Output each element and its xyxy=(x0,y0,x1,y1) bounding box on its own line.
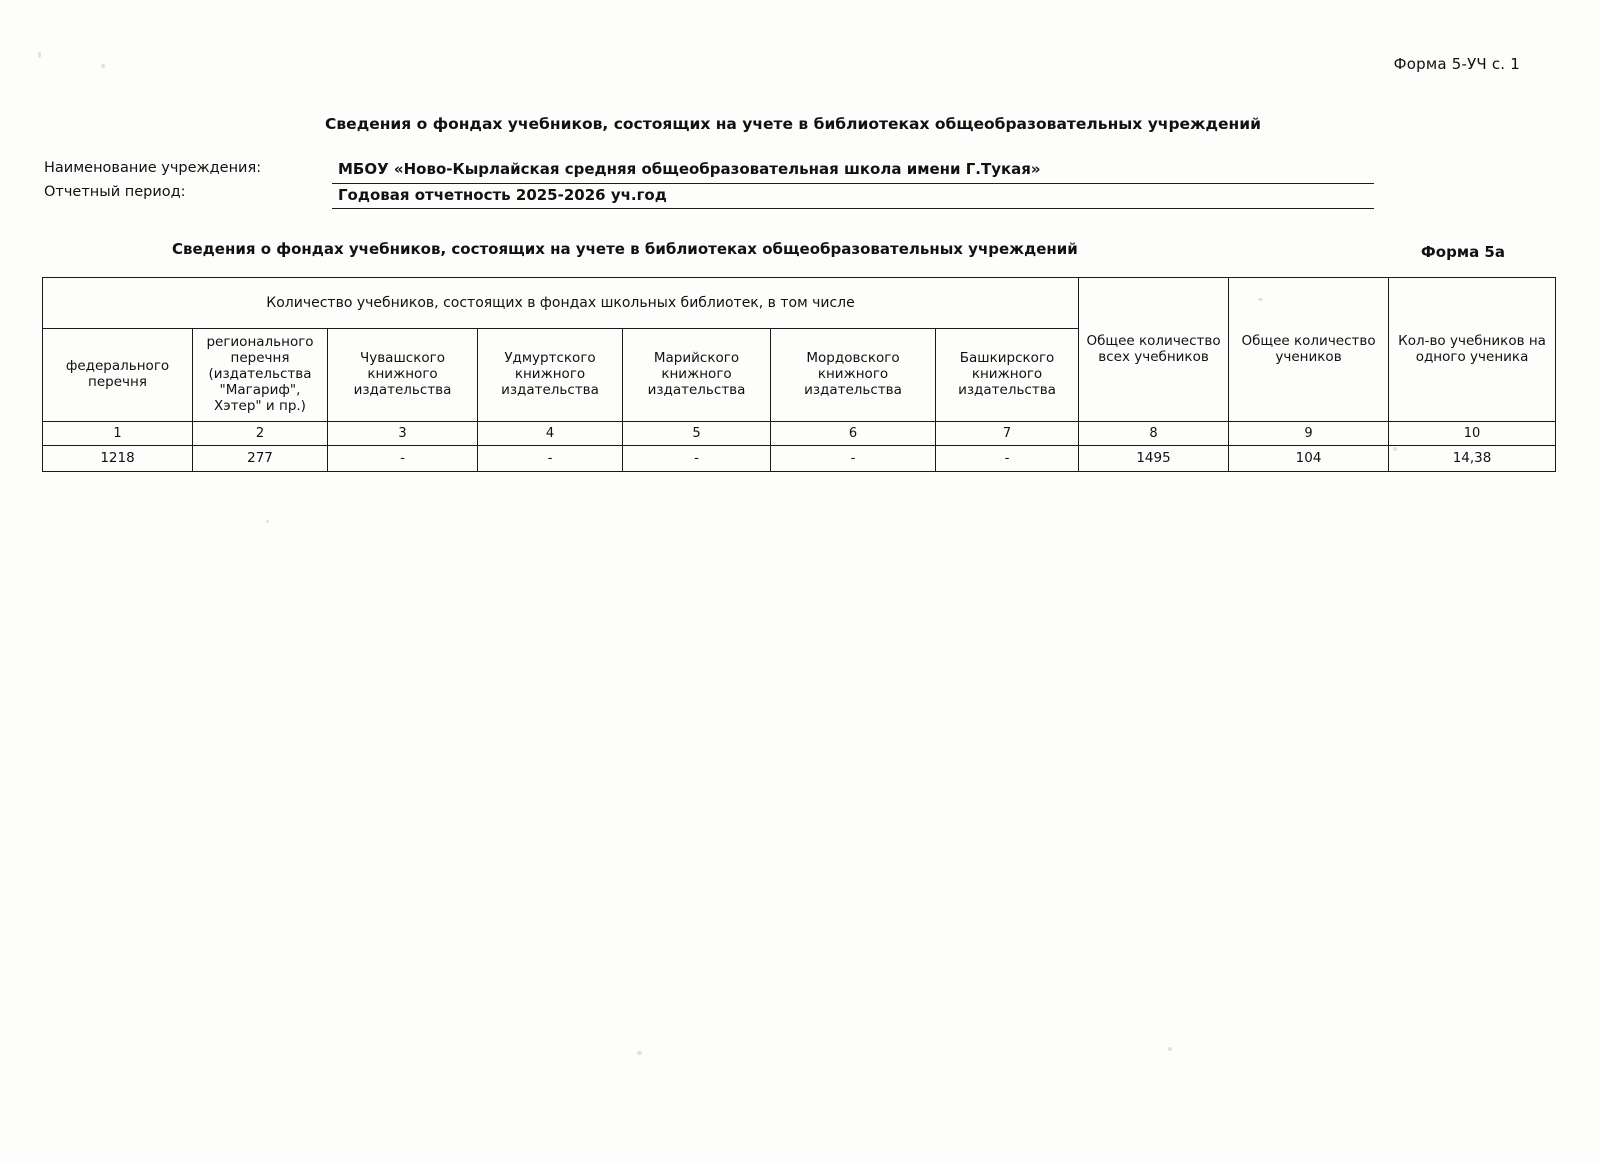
institution-label: Наименование учреждения: xyxy=(44,160,262,176)
col-number-3: 3 xyxy=(328,422,478,446)
value-chuvash: - xyxy=(328,446,478,472)
col-number-7: 7 xyxy=(936,422,1079,446)
col-number-8: 8 xyxy=(1079,422,1229,446)
col-number-5: 5 xyxy=(623,422,771,446)
col-number-4: 4 xyxy=(478,422,623,446)
table-group-header-row xyxy=(43,278,1556,329)
value-books-per-student: 14,38 xyxy=(1389,446,1556,472)
period-underline xyxy=(332,208,1374,209)
value-regional: 277 xyxy=(193,446,328,472)
col-number-1: 1 xyxy=(43,422,193,446)
institution-underline xyxy=(332,183,1374,184)
column-header-mari: Марийского книжного издательства xyxy=(623,329,771,422)
col-number-10: 10 xyxy=(1389,422,1556,446)
value-total-students: 104 xyxy=(1229,446,1389,472)
value-mari: - xyxy=(623,446,771,472)
table-row xyxy=(43,446,1556,472)
value-total-books: 1495 xyxy=(1079,446,1229,472)
column-header-mordovian: Мордовского книжного издательства xyxy=(771,329,936,422)
textbook-fund-table xyxy=(42,277,1556,472)
value-mordovian: - xyxy=(771,446,936,472)
column-header-total-books: Общее количество всех учебников xyxy=(1079,278,1229,422)
column-header-bashkir: Башкирского книжного издательства xyxy=(936,329,1079,422)
column-header-regional: регионального перечня (издательства "Магариф", Хэтер" и пр.) xyxy=(193,329,328,422)
document-title: Сведения о фондах учебников, состоящих на учете в библиотеках общеобразовательных учреждений xyxy=(325,115,1261,133)
value-bashkir: - xyxy=(936,446,1079,472)
form-code-label: Форма 5-УЧ с. 1 xyxy=(1393,55,1520,73)
col-number-2: 2 xyxy=(193,422,328,446)
value-federal: 1218 xyxy=(43,446,193,472)
column-header-federal: федерального перечня xyxy=(43,329,193,422)
column-header-total-students: Общее количество учеников xyxy=(1229,278,1389,422)
column-header-udmurt: Удмуртского книжного издательства xyxy=(478,329,623,422)
section-title: Сведения о фондах учебников, состоящих на учете в библиотеках общеобразовательных учреждений xyxy=(172,240,1078,258)
group-header-cell: Количество учебников, состоящих в фондах школьных библиотек, в том числе xyxy=(43,278,1079,329)
period-value: Годовая отчетность 2025-2026 уч.год xyxy=(338,186,667,204)
column-header-chuvash: Чувашского книжного издательства xyxy=(328,329,478,422)
col-number-6: 6 xyxy=(771,422,936,446)
column-header-books-per-student: Кол-во учебников на одного ученика xyxy=(1389,278,1556,422)
table-numbering-row xyxy=(43,422,1556,446)
institution-value: МБОУ «Ново-Кырлайская средняя общеобразовательная школа имени Г.Тукая» xyxy=(338,160,1041,178)
form-5a-label: Форма 5а xyxy=(1420,243,1505,261)
col-number-9: 9 xyxy=(1229,422,1389,446)
value-udmurt: - xyxy=(478,446,623,472)
period-label: Отчетный период: xyxy=(44,184,186,200)
